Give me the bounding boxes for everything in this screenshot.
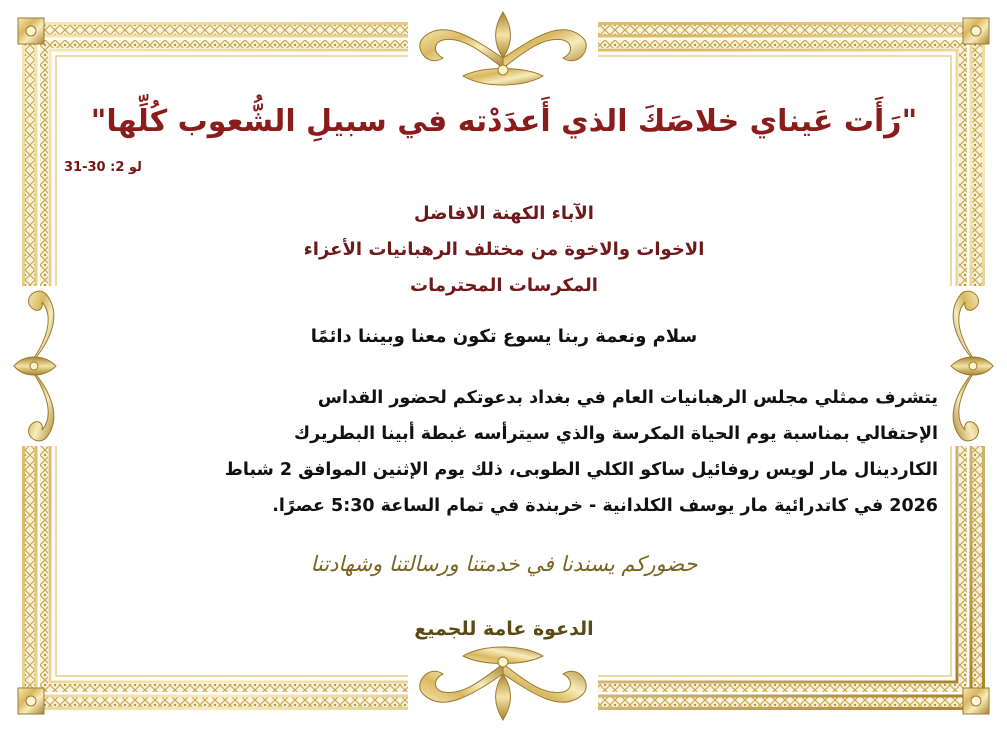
body-line: الإحتفالي بمناسبة يوم الحياة المكرسة والذي سيترأسه غبطة أبينا البطريرك bbox=[294, 424, 938, 444]
body-line: 2026 في كاتدرائية مار يوسف الكلدانية - خربندة في تمام الساعة 5:30 عصرًا. bbox=[272, 496, 938, 516]
top-flourish-icon bbox=[408, 4, 598, 96]
right-flourish-icon bbox=[941, 286, 1003, 446]
addressee-consecrated: المكرسات المحترمات bbox=[410, 275, 598, 296]
left-flourish-icon bbox=[4, 286, 66, 446]
invitation-body bbox=[70, 380, 938, 524]
greeting-line: سلام ونعمة ربنا يسوع تكون معنا وبيننا دائمًا bbox=[310, 326, 698, 347]
verse-reference: لو 2: 30-31 bbox=[64, 160, 142, 175]
motto-line: حضوركم يسندنا في خدمتنا ورسالتنا وشهادتنا bbox=[310, 552, 698, 576]
addressee-priests: الآباء الكهنة الافاضل bbox=[414, 203, 594, 224]
addressees-block bbox=[60, 196, 948, 304]
invitation-content bbox=[60, 100, 948, 660]
general-invitation: الدعوة عامة للجميع bbox=[414, 618, 594, 640]
addressee-religious: الاخوات والاخوة من مختلف الرهبانيات الأعزاء bbox=[303, 239, 705, 260]
body-line: يتشرف ممثلي مجلس الرهبانيات العام في بغداد بدعوتكم لحضور القداس bbox=[317, 388, 938, 408]
body-line: الكاردينال مار لويس روفائيل ساكو الكلي الطوبى، ذلك يوم الإثنين الموافق 2 شباط bbox=[224, 460, 938, 480]
verse-quote: "رَأَت عَيناي خلاصَكَ الذي أَعدَدْته في سبيلِ الشُّعوب كُلِّها" bbox=[90, 104, 918, 139]
